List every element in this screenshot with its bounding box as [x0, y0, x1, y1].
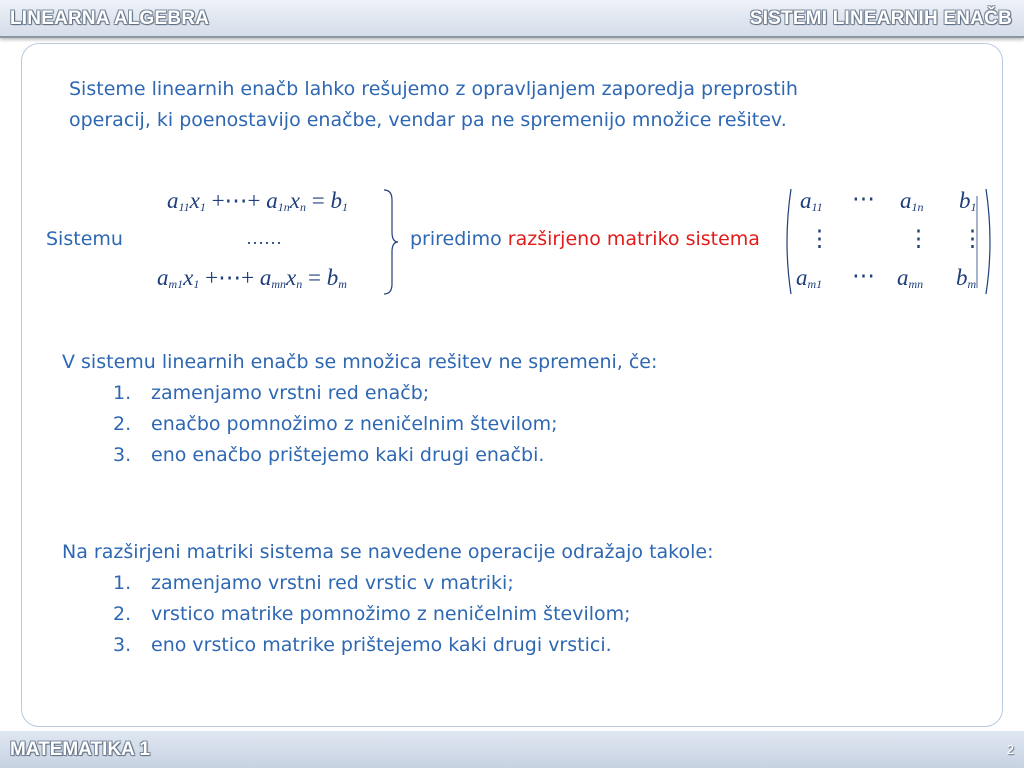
page-number: 2: [1006, 742, 1014, 757]
list-number: 2.: [113, 413, 132, 435]
matrix-row-1-b1: $b_1$: [959, 188, 977, 214]
section2: [62, 537, 714, 661]
list-item: [62, 440, 657, 471]
course-title: LINEARNA ALGEBRA: [10, 8, 210, 29]
list-item: [62, 568, 714, 599]
matrix-row-m: $a_{m1}$: [796, 265, 823, 291]
list-item: [62, 409, 657, 440]
matrix-vdots-3: ⋮: [961, 226, 984, 251]
section1-list: [62, 378, 657, 471]
list-item: [62, 630, 714, 661]
equation-first: $a_{11}x_1$ +⋯+ $a_{1n}x_n = b_1$: [167, 188, 348, 214]
list-item: [62, 599, 714, 630]
list-text: zamenjamo vrstni red enačb;: [151, 382, 430, 404]
equation-last: $a_{m1}x_1$ +⋯+ $a_{mn}x_n = b_m$: [157, 265, 347, 291]
section2-heading: Na razširjeni matriki sistema se navedene operacije odražajo takole:: [62, 541, 714, 563]
section1: [62, 347, 657, 471]
intro-paragraph: [69, 74, 798, 136]
list-text: vrstico matrike pomnožimo z neničelnim številom;: [151, 603, 631, 625]
list-text: enačbo pomnožimo z neničelnim številom;: [151, 413, 558, 435]
list-number: 3.: [113, 634, 132, 656]
matrix-row-m-dots: ⋯: [852, 263, 875, 288]
list-text: eno enačbo prištejemo kaki drugi enačbi.: [151, 444, 545, 466]
list-number: 1.: [113, 382, 132, 404]
matrix-vdots-1: ⋮: [808, 226, 831, 251]
red-word-2: matriko: [606, 228, 680, 250]
intro-line-1: Sisteme linearnih enačb lahko rešujemo z opravljanjem zaporedja preprostih: [69, 78, 798, 100]
priredimo-text: [410, 228, 760, 250]
list-number: 3.: [113, 444, 132, 466]
footer-course: MATEMATIKA 1: [10, 739, 151, 760]
list-text: eno vrstico matrike prištejemo kaki drugi vrstici.: [151, 634, 612, 656]
right-brace: [380, 188, 402, 296]
matrix-vdots-2: ⋮: [907, 226, 930, 251]
section2-list: [62, 568, 714, 661]
matrix-row-1-dots: ⋯: [852, 186, 875, 211]
section1-heading: V sistemu linearnih enačb se množica rešitev ne spremeni, če:: [62, 351, 658, 373]
red-word-3: sistema: [685, 228, 760, 250]
list-number: 1.: [113, 572, 132, 594]
list-text: zamenjamo vrstni red vrstic v matriki;: [151, 572, 514, 594]
matrix-row-1: $a_{11}$: [800, 188, 823, 214]
matrix-row-m-amn: $a_{mn}$: [897, 265, 924, 291]
matrix-row-m-bm: $b_m$: [956, 265, 977, 291]
list-number: 2.: [113, 603, 132, 625]
topic-title: SISTEMI LINEARNIH ENAČB: [749, 8, 1012, 29]
equation-dots: ……: [246, 228, 282, 248]
footer-bar: [0, 731, 1024, 768]
red-word-1: razširjeno: [507, 228, 601, 250]
system-label: Sistemu: [46, 228, 123, 250]
intro-line-2: operacij, ki poenostavijo enačbe, vendar pa ne spremenijo množice rešitev.: [69, 109, 787, 131]
priredimo-word: priredimo: [410, 228, 502, 250]
title-bar: [0, 0, 1024, 38]
list-item: [62, 378, 657, 409]
matrix-row-1-a1n: $a_{1n}$: [900, 188, 924, 214]
